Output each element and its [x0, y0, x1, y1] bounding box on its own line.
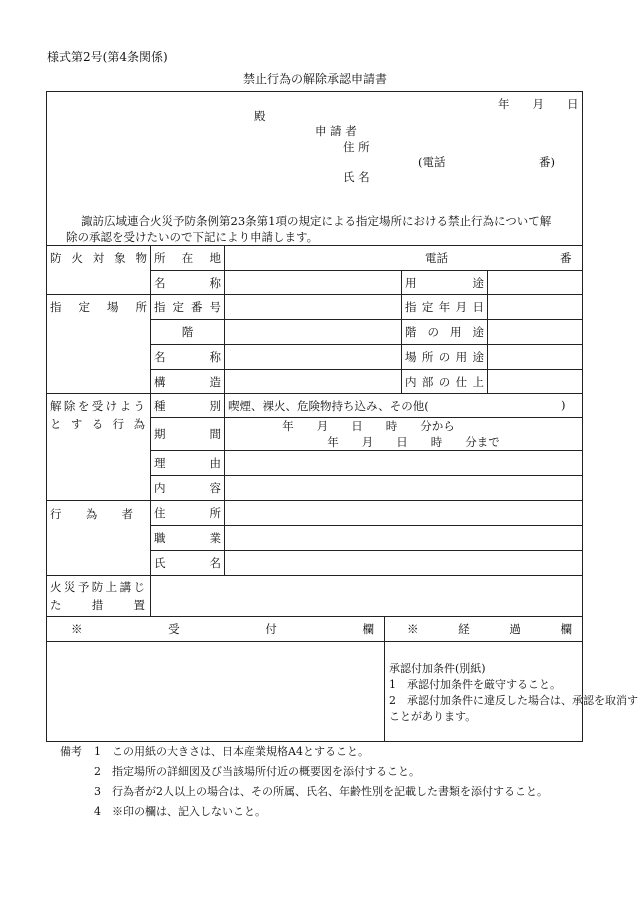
designation-no-field[interactable]: [225, 295, 402, 320]
statement-line-1: 諏訪広域連合火災予防条例第23条第1項の規定による指定場所における禁止行為について解: [81, 214, 552, 228]
condition-2: 2 承認付加条件に違反した場合は、承認を取消す: [389, 694, 638, 707]
actor-label: 行 為 者: [47, 501, 151, 576]
period-to: 年 月 日 時 分まで: [327, 435, 500, 449]
name-label: 氏 名: [343, 170, 370, 184]
reason-label: 理 由: [151, 451, 225, 476]
period-field[interactable]: [225, 418, 583, 451]
phone-suffix: 番): [539, 155, 555, 169]
actor-job-field[interactable]: [225, 526, 583, 551]
fire-measures-label: 火災予防上講じた措置: [47, 576, 151, 617]
note-text: この用紙の大きさは、日本産業規格A4とすること。: [112, 745, 369, 758]
reception-header: ※ 受 付 欄: [47, 617, 385, 642]
date-field[interactable]: 年 月 日: [498, 97, 579, 111]
note-item: [60, 742, 548, 762]
note-number: 1: [94, 745, 101, 758]
reason-field[interactable]: [225, 451, 583, 476]
note-text: ※印の欄は、記入しないこと。: [112, 805, 266, 818]
location-field[interactable]: [225, 246, 583, 271]
place-use-label: 場所の用途: [402, 345, 488, 370]
designation-date-field[interactable]: [488, 295, 583, 320]
type-close-paren: ): [561, 398, 566, 412]
floor-label: 階: [151, 320, 225, 345]
designated-place-label: 指 定 場 所: [47, 295, 151, 394]
actor-job-label: 職 業: [151, 526, 225, 551]
form-number: 様式第2号(第4条関係): [47, 50, 168, 64]
condition-title: 承認付加条件(別紙): [389, 662, 486, 675]
condition-1: 1 承認付加条件を厳守すること。: [389, 678, 561, 691]
object-use-field[interactable]: [488, 271, 583, 295]
place-name-label: 名 称: [151, 345, 225, 370]
period-from: 年 月 日 時 分から: [282, 419, 455, 433]
phone-suffix-2: 番: [560, 251, 572, 265]
fire-object-label: 防 火 対 象 物: [47, 246, 151, 295]
note-number: 2: [94, 765, 101, 778]
applicant-label: 申 請 者: [315, 124, 357, 138]
actor-address-label: 住 所: [151, 501, 225, 526]
floor-use-label: 階 の 用 途: [402, 320, 488, 345]
interior-label: 内部の仕上: [402, 370, 488, 394]
address-label: 住 所: [343, 140, 370, 154]
phone-label-2: 電話: [425, 251, 448, 265]
designation-no-label: 指定番号: [151, 295, 225, 320]
notes-lead: 備考: [60, 745, 82, 758]
object-use-label: 用 途: [402, 271, 488, 295]
form-title: 禁止行為の解除承認申請書: [242, 72, 387, 86]
place-name-field[interactable]: [225, 345, 402, 370]
reception-box: [47, 642, 385, 742]
type-options: 喫煙、裸火、危険物持ち込み、その他(: [228, 398, 429, 413]
type-field[interactable]: [225, 394, 583, 418]
actor-name-field[interactable]: [225, 551, 583, 576]
note-text: 行為者が2人以上の場合は、その所属、氏名、年齢性別を記載した書類を添付すること。: [112, 785, 548, 798]
interior-field[interactable]: [488, 370, 583, 394]
phone-label: (電話: [418, 155, 446, 169]
type-label: 種 別: [151, 394, 225, 418]
content-label: 内 容: [151, 476, 225, 501]
note-item: [60, 762, 548, 782]
addressee-suffix: 殿: [254, 109, 266, 123]
note-item: [60, 782, 548, 802]
progress-header: ※ 経 過 欄: [385, 617, 583, 642]
structure-field[interactable]: [225, 370, 402, 394]
place-use-field[interactable]: [488, 345, 583, 370]
note-number: 3: [94, 785, 101, 798]
location-label: 所 在 地: [151, 246, 225, 271]
condition-2-cont: ことがあります。: [389, 710, 477, 723]
designation-date-label: 指定年月日: [402, 295, 488, 320]
note-item: [60, 802, 548, 822]
actor-name-label: 氏 名: [151, 551, 225, 576]
progress-box: [385, 642, 638, 742]
notes-section: [60, 742, 548, 822]
floor-use-field[interactable]: [488, 320, 583, 345]
actor-address-field[interactable]: [225, 501, 583, 526]
content-field[interactable]: [225, 476, 583, 501]
object-name-label: 名 称: [151, 271, 225, 295]
release-action-label: 解除を受けようとする行為: [47, 394, 151, 501]
note-number: 4: [94, 805, 101, 818]
period-label: 期 間: [151, 418, 225, 451]
application-form-table: [46, 91, 638, 742]
floor-field[interactable]: [225, 320, 402, 345]
structure-label: 構 造: [151, 370, 225, 394]
statement-line-2: 除の承認を受けたいので下記により申請します。: [66, 230, 319, 244]
fire-measures-field[interactable]: [151, 576, 583, 617]
object-name-field[interactable]: [225, 271, 402, 295]
note-text: 指定場所の詳細図及び当該場所付近の概要図を添付すること。: [112, 765, 420, 778]
applicant-section: [47, 92, 583, 246]
